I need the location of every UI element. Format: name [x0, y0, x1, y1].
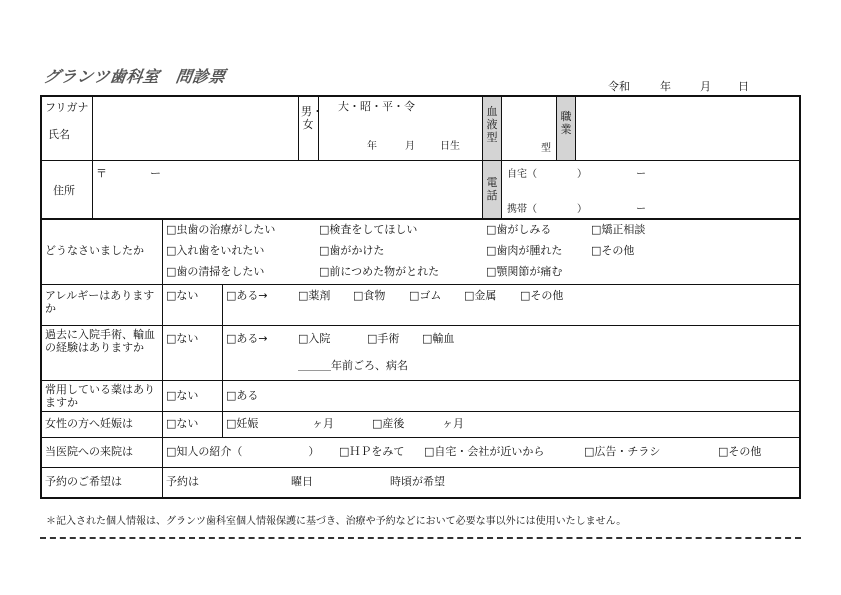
col-divider: [575, 97, 576, 160]
phone-label: 電話: [486, 176, 498, 202]
visit-near[interactable]: □自宅・会社が近いから: [424, 445, 545, 458]
allergy-item[interactable]: □食物: [353, 289, 386, 302]
questionnaire-table: [40, 95, 801, 499]
home-phone-dash: ー: [636, 169, 646, 180]
history-yes[interactable]: □ある→: [226, 332, 268, 345]
birth-month: 月: [405, 141, 415, 152]
pregnancy-label: 女性の方へ妊娠は: [45, 417, 133, 430]
appointment-time: 時頃が希望: [390, 475, 445, 488]
blood-label: 血液型: [486, 105, 498, 144]
col-divider: [482, 97, 483, 218]
allergy-item[interactable]: □金属: [464, 289, 497, 302]
history-detail: ＿＿＿年前ごろ、病名: [298, 359, 408, 372]
history-none[interactable]: □ない: [166, 332, 199, 345]
reason-option[interactable]: □歯の清掃をしたい: [166, 265, 265, 278]
postal-dash: ー: [150, 167, 161, 180]
appointment-reserve: 予約は: [166, 475, 199, 488]
col-divider: [298, 97, 299, 160]
reason-option[interactable]: □検査をしてほしい: [319, 223, 418, 236]
allergy-item[interactable]: □その他: [520, 289, 564, 302]
row-divider: [42, 380, 799, 381]
reason-option[interactable]: □前につめた物がとれた: [319, 265, 440, 278]
date-era: 令和: [608, 80, 630, 93]
allergy-item[interactable]: □薬剤: [298, 289, 331, 302]
pregnancy-yes[interactable]: □妊娠: [226, 417, 259, 430]
allergy-none[interactable]: □ない: [166, 289, 199, 302]
allergy-yes[interactable]: □ある→: [226, 289, 268, 302]
reason-option[interactable]: □顎関節が痛む: [486, 265, 563, 278]
visit-other[interactable]: □その他: [718, 445, 762, 458]
medication-yes[interactable]: □ある: [226, 389, 259, 402]
reason-option[interactable]: □歯がしみる: [486, 223, 552, 236]
blood-suffix: 型: [541, 143, 551, 154]
birth-eras: 大・昭・平・令: [338, 100, 415, 113]
date-year: 年: [660, 80, 671, 93]
row-divider: [42, 325, 799, 326]
mobile-phone-dash: ー: [636, 204, 646, 215]
reason-option[interactable]: □虫歯の治療がしたい: [166, 223, 276, 236]
history-item[interactable]: □入院: [298, 332, 331, 345]
history-item[interactable]: □輸血: [422, 332, 455, 345]
birth-day: 日生: [440, 141, 460, 152]
mobile-phone-label: 携帯（ ）: [507, 204, 587, 215]
row-divider: [42, 218, 799, 220]
pregnancy-none[interactable]: □ない: [166, 417, 199, 430]
birth-year: 年: [367, 141, 377, 152]
postpartum-months: ヶ月: [442, 417, 464, 430]
reason-option[interactable]: □入れ歯をいれたい: [166, 244, 265, 257]
form-title: グランツ歯科室 問診票: [42, 67, 227, 86]
medication-label: 常用している薬はありますか: [45, 383, 155, 409]
allergy-label: アレルギーはありますか: [45, 289, 155, 315]
name-label: 氏名: [48, 128, 70, 141]
col-divider: [222, 284, 223, 437]
reason-option[interactable]: □矯正相談: [591, 223, 646, 236]
appointment-label: 予約のご希望は: [45, 475, 122, 488]
col-divider: [162, 218, 163, 499]
row-divider: [42, 437, 799, 438]
row-divider: [42, 284, 799, 285]
visit-ad[interactable]: □広告・チラシ: [584, 445, 661, 458]
row-divider: [42, 467, 799, 468]
allergy-item[interactable]: □ゴム: [409, 289, 442, 302]
reason-label: どうなさいましたか: [45, 244, 144, 257]
cut-line: [40, 537, 801, 539]
postpartum-option[interactable]: □産後: [372, 417, 405, 430]
reason-option[interactable]: □歯肉が腫れた: [486, 244, 563, 257]
col-divider: [556, 97, 557, 160]
row-divider: [42, 411, 799, 412]
pregnancy-months: ヶ月: [312, 417, 334, 430]
date-day: 日: [738, 80, 749, 93]
job-label: 職業: [560, 110, 572, 136]
sex-label: 男・女: [301, 105, 323, 131]
address-label: 住所: [53, 184, 75, 197]
postal-mark: 〒: [96, 167, 107, 180]
reason-option[interactable]: □その他: [591, 244, 635, 257]
visit-hp[interactable]: □ＨＰをみて: [339, 445, 405, 458]
privacy-note: ＊記入された個人情報は、グランツ歯科室個人情報保護に基づき、治療や予約などにおいて必要な事以外には使用いたしません。: [46, 516, 627, 527]
date-month: 月: [700, 80, 711, 93]
appointment-weekday: 曜日: [291, 475, 313, 488]
row-divider: [42, 160, 799, 161]
col-divider: [501, 97, 502, 218]
history-label: 過去に入院手術、輸血の経験はありますか: [45, 328, 155, 354]
reason-option[interactable]: □歯がかけた: [319, 244, 385, 257]
home-phone-label: 自宅（ ）: [507, 169, 587, 180]
col-divider: [92, 97, 93, 218]
visit-label: 当医院への来院は: [45, 445, 133, 458]
history-item[interactable]: □手術: [367, 332, 400, 345]
medication-none[interactable]: □ない: [166, 389, 199, 402]
visit-intro[interactable]: □知人の紹介（ ）: [166, 445, 320, 458]
furigana-label: フリガナ: [45, 101, 89, 114]
